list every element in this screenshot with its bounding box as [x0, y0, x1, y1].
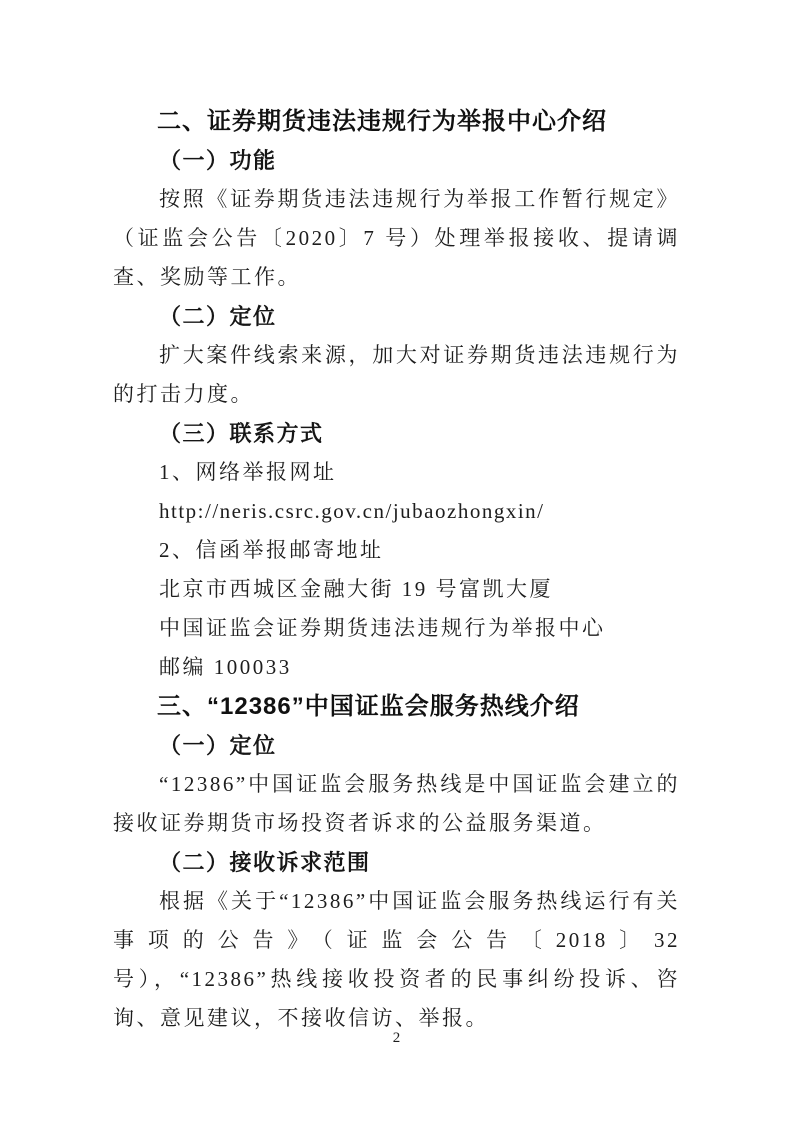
subsection-heading-contact: （三）联系方式: [159, 421, 324, 446]
contact-postcode: 邮编 100033: [159, 655, 292, 679]
section-heading-hotline: 三、“12386”中国证监会服务热线介绍: [157, 693, 580, 720]
paragraph-scope: 根据《关于“12386”中国证监会服务热线运行有关事项的公告》（证监会公告〔2018〕32 号），“12386”热线接收投资者的民事纠纷投诉、咨询、意见建议，不接收信访、举报。: [113, 889, 680, 1030]
contact-address-street: 北京市西城区金融大街 19 号富凯大厦: [159, 577, 553, 601]
contact-line-mail-label: 2、信函举报邮寄地址: [159, 538, 384, 562]
subsection-heading-scope: （二）接收诉求范围: [159, 850, 371, 875]
paragraph-hotline-positioning: “12386”中国证监会服务热线是中国证监会建立的接收证券期货市场投资者诉求的公益服务渠道。: [113, 772, 680, 835]
subsection-heading-positioning: （二）定位: [159, 304, 277, 329]
contact-line-web-label: 1、网络举报网址: [159, 460, 337, 484]
document-content: [113, 102, 680, 1038]
subsection-heading-function: （一）功能: [159, 148, 277, 173]
paragraph-positioning: 扩大案件线索来源，加大对证券期货违法违规行为的打击力度。: [113, 343, 680, 406]
paragraph-function: 按照《证券期货违法违规行为举报工作暂行规定》（证监会公告〔2020〕7 号）处理举报接收、提请调查、奖励等工作。: [113, 187, 680, 289]
page-number: 2: [392, 1030, 401, 1046]
section-heading-report-center: 二、证券期货违法违规行为举报中心介绍: [157, 108, 607, 135]
contact-address-recipient: 中国证监会证券期货违法违规行为举报中心: [159, 616, 606, 640]
contact-report-url: http://neris.csrc.gov.cn/jubaozhongxin/: [159, 499, 545, 523]
subsection-heading-hotline-positioning: （一）定位: [159, 733, 277, 758]
